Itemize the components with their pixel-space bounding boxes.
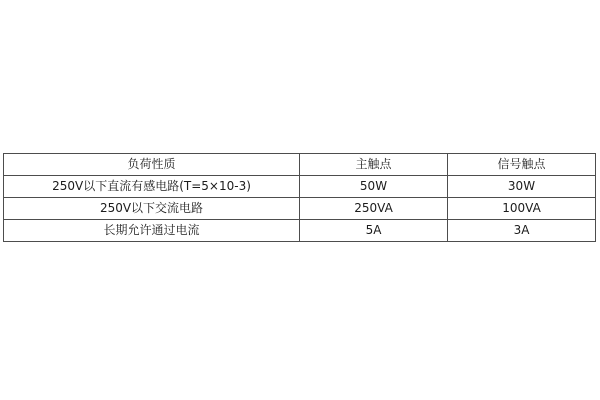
header-signal-contact: 信号触点: [448, 154, 596, 176]
table-row-ac-circuit: [4, 198, 596, 220]
cell-main-current: 5A: [300, 220, 448, 242]
cell-load-dc: 250V以下直流有感电路(T=5×10-3): [4, 176, 300, 198]
header-main-contact: 主触点: [300, 154, 448, 176]
cell-main-dc: 50W: [300, 176, 448, 198]
cell-load-ac: 250V以下交流电路: [4, 198, 300, 220]
load-spec-table: [3, 153, 596, 242]
cell-signal-dc: 30W: [448, 176, 596, 198]
cell-signal-ac: 100VA: [448, 198, 596, 220]
table-row-dc-circuit: [4, 176, 596, 198]
table-row-continuous-current: [4, 220, 596, 242]
cell-main-ac: 250VA: [300, 198, 448, 220]
table-header-row: [4, 154, 596, 176]
cell-load-current: 长期允许通过电流: [4, 220, 300, 242]
header-load-nature: 负荷性质: [4, 154, 300, 176]
cell-signal-current: 3A: [448, 220, 596, 242]
